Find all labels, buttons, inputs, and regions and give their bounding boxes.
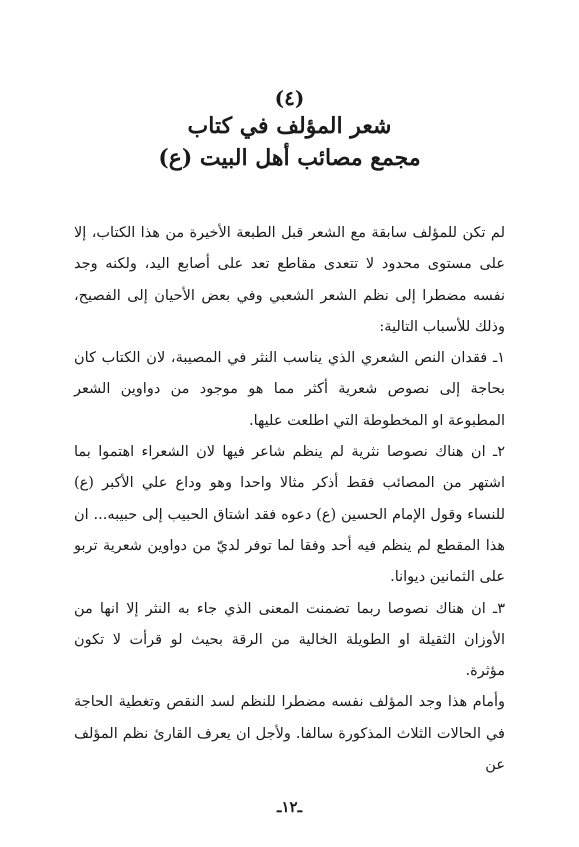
heading-number: (٤)	[274, 86, 305, 110]
heading-title-line-1: شعر المؤلف في كتاب	[187, 113, 392, 139]
page-number: ـ١٢ـ	[277, 798, 302, 816]
heading-title-line-2: مجمع مصائب أهل البيت (ع)	[158, 145, 421, 171]
paragraph-reason-1: ١ـ فقدان النص الشعري الذي يناسب النثر في المصيبة، لان الكتاب كان بحاجة إلى نصوص شعرية أكثر مما هو موجود من دواوين الشعر المطبوعة او المخطوطة التي اطلعت عليها.	[74, 350, 505, 429]
paragraph-conclusion: وأمام هذا وجد المؤلف نفسه مضطرا للنظم لسد النقص وتغطية الحاجة في الحالات الثلاث المذكورة سالفا. ولأجل ان يعرف القارئ نظم المؤلف عن	[74, 694, 505, 774]
paragraph-reason-2: ٢ـ ان هناك نصوصا نثرية لم ينظم شاعر فيها لان الشعراء اهتموا بما اشتهر من المصائب فقط أذكر مثالا واحدا وهو وداع علي الأكبر (ع) للنساء وقول الإمام الحسين (ع) دعوه فقد اشتاق الحبيب إلى حبيبه... ان هذا المقطع لم ينظم فيه أحد وفقا لما توفر لديّ من دواوين شعرية تربو على الثمانين ديوانا.	[74, 444, 505, 586]
chapter-heading	[74, 86, 505, 174]
body-text	[74, 218, 505, 781]
paragraph-intro: لم تكن للمؤلف سابقة مع الشعر قبل الطبعة الأخيرة من هذا الكتاب، إلا على مستوى محدود لا تتعدى مقاطع تعد على أصابع اليد، ولكنه وجد نفسه مضطرا إلى نظم الشعر الشعبي وفي بعض الأحيان إلى الفصيح، وذلك للأسباب التالية:	[74, 225, 505, 335]
paragraph-reason-3: ٣ـ ان هناك نصوصا ربما تضمنت المعنى الذي جاء به النثر إلا انها من الأوزان الثقيلة او الطويلة الخالية من الرقة بحيث لو قرأت لا تكون مؤثرة.	[74, 600, 505, 680]
